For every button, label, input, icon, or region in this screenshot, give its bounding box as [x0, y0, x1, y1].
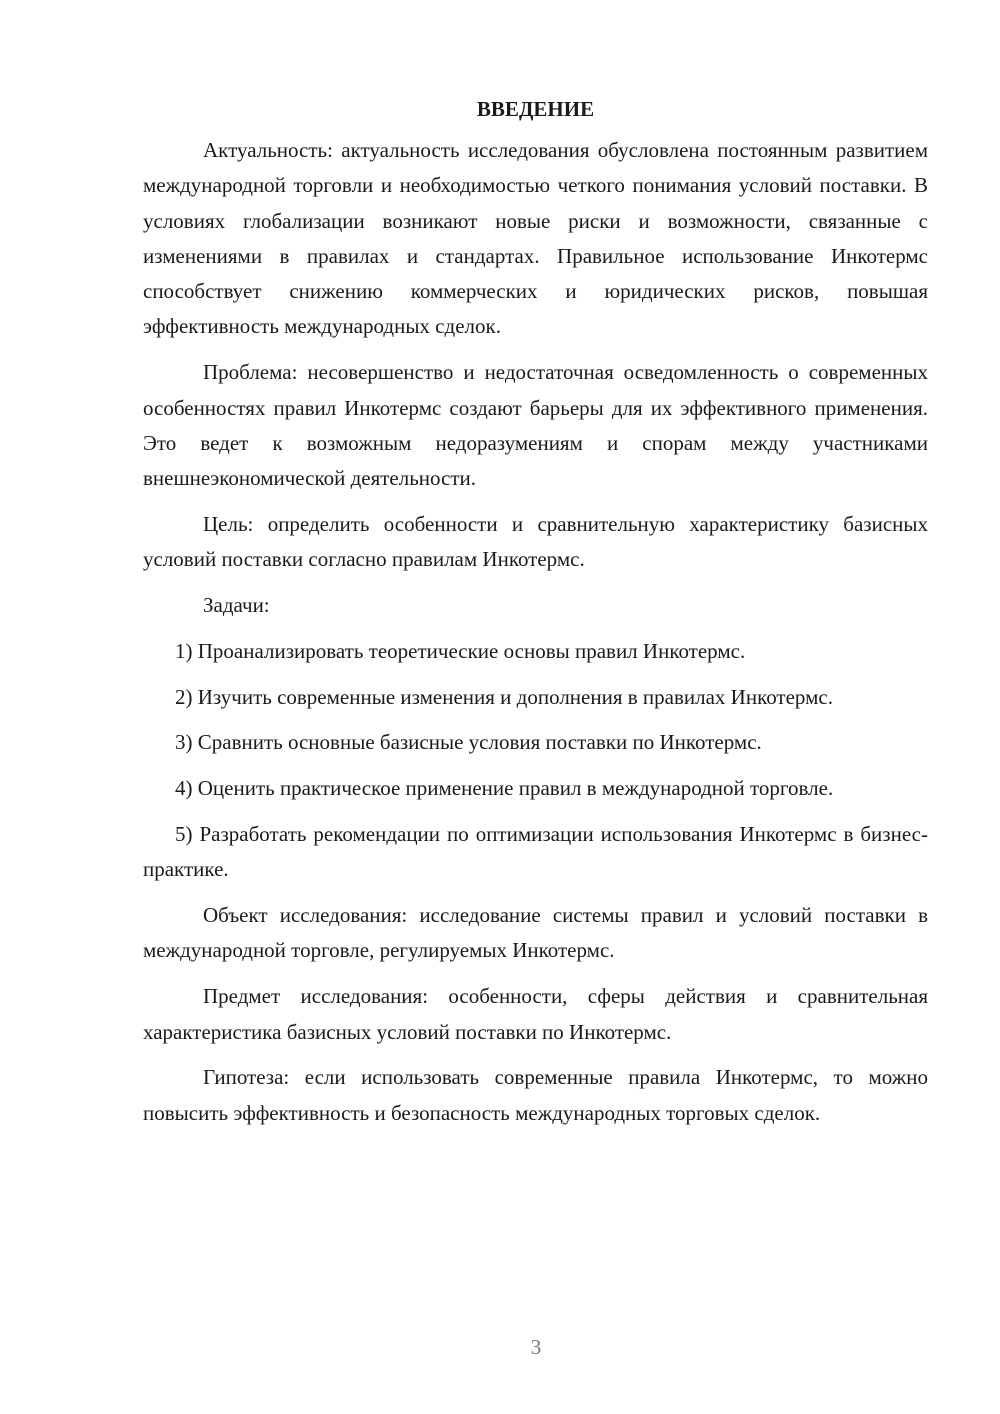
paragraph-relevance: Актуальность: актуальность исследования обусловлена постоянным развитием международной торговли и необходимостью четкого понимания условий поставки. В условиях глобализации возникают новые риски и возможности, связанные с изменениями в правилах и стандартах. Правильное использование Инкотермс способствует снижению коммерческих и юридических рисков, повышая эффективность международных сделок. [143, 138, 928, 339]
document-page [143, 92, 928, 1141]
task-item: 2) Изучить современные изменения и дополнения в правилах Инкотермс. [175, 684, 833, 709]
task-item: 1) Проанализировать теоретические основы правил Инкотермс. [175, 638, 746, 663]
paragraph-problem: Проблема: несовершенство и недостаточная осведомленность о современных особенностях правил Инкотермс создают барьеры для их эффективного применения. Это ведет к возможным недоразумениям и спорам между участниками внешнеэкономической деятельности. [143, 360, 928, 491]
task-item: 3) Сравнить основные базисные условия поставки по Инкотермс. [175, 730, 762, 755]
task-item: 4) Оценить практическое применение правил в международной торговле. [175, 776, 834, 801]
paragraph-goal: Цель: определить особенности и сравнительную характеристику базисных условий поставки согласно правилам Инкотермс. [143, 511, 928, 572]
paragraph-subject: Предмет исследования: особенности, сферы действия и сравнительная характеристика базисных условий поставки по Инкотермс. [143, 984, 928, 1044]
tasks-heading: Задачи: [203, 593, 270, 618]
paragraph-hypothesis: Гипотеза: если использовать современные правила Инкотермс, то можно повысить эффективность и безопасность международных торговых сделок. [143, 1065, 928, 1125]
page-number: 3 [530, 1335, 542, 1359]
page-title: ВВЕДЕНИЕ [476, 97, 595, 121]
task-item: 5) Разработать рекомендации по оптимизации использования Инкотермс в бизнес-практике. [143, 822, 928, 882]
paragraph-object: Объект исследования: исследование системы правил и условий поставки в международной торговле, регулируемых Инкотермс. [143, 903, 928, 963]
